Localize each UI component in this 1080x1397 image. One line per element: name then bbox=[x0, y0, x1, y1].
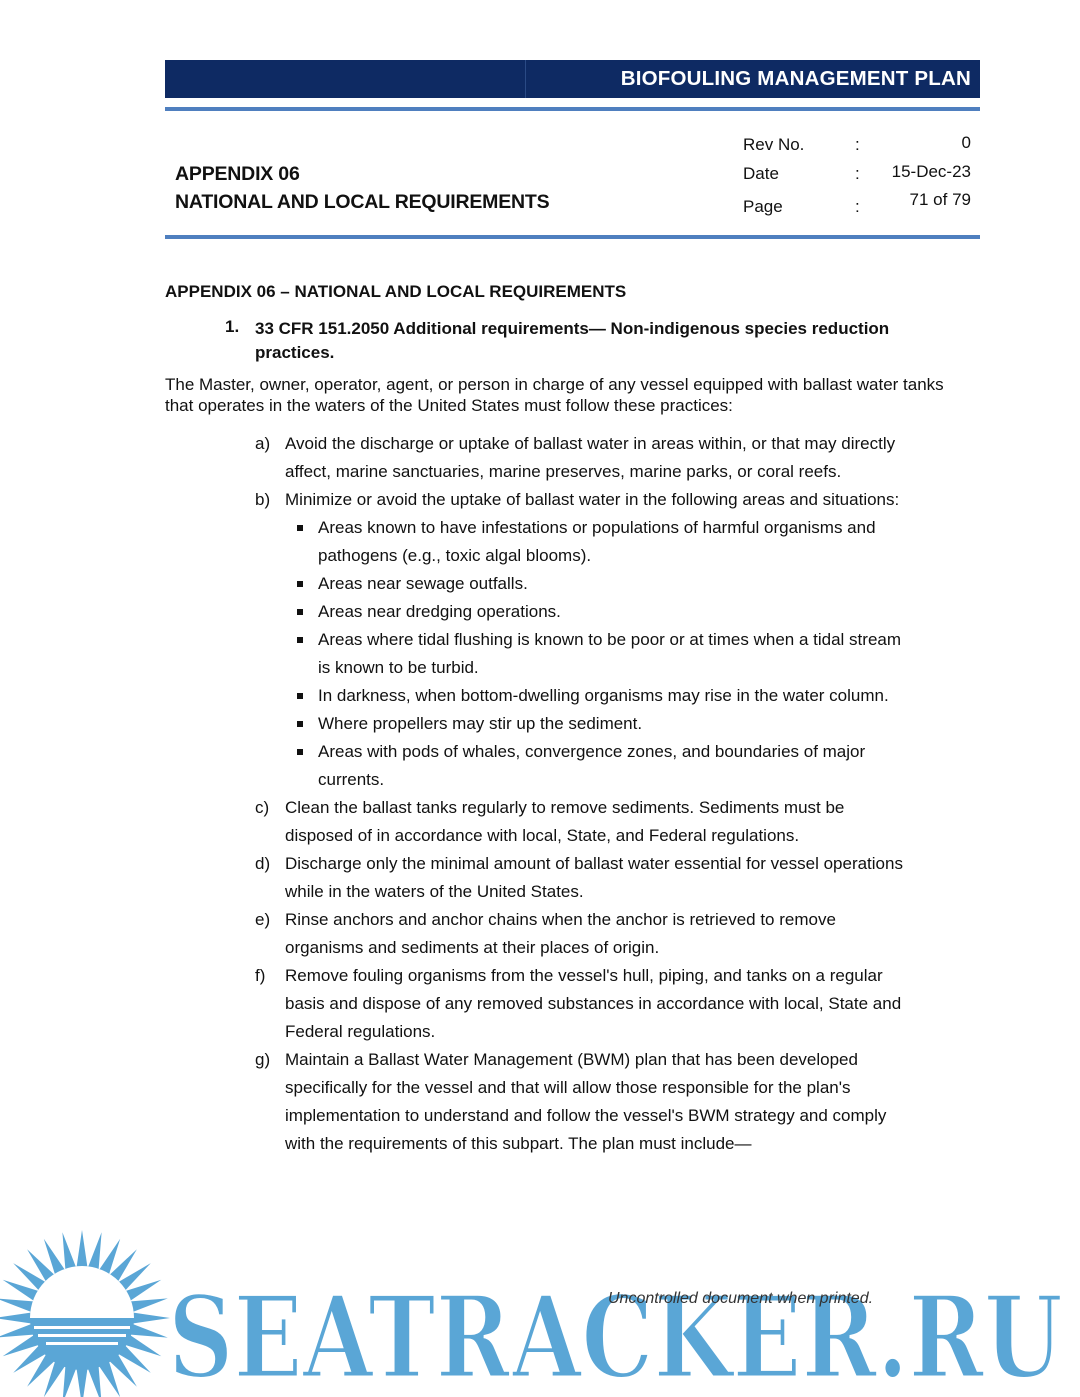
seatracker-watermark bbox=[0, 1230, 1080, 1397]
item-text: Rinse anchors and anchor chains when the anchor is retrieved to remove organisms and sediments at their places of origin. bbox=[285, 910, 836, 957]
bullet-text: Areas known to have infestations or populations of harmful organisms and pathogens (e.g., toxic algal blooms). bbox=[318, 518, 876, 565]
bullet-text: Areas with pods of whales, convergence zones, and boundaries of major currents. bbox=[318, 742, 866, 789]
bullet-square-icon bbox=[297, 581, 303, 587]
bullet-item bbox=[0, 682, 1080, 710]
bullet-text: Where propellers may stir up the sediment. bbox=[318, 714, 643, 733]
item-text: Clean the ballast tanks regularly to remove sediments. Sediments must be disposed of in accordance with local, State, and Federal regulations. bbox=[285, 798, 845, 845]
item-text: Discharge only the minimal amount of ballast water essential for vessel operations while in the waters of the United States. bbox=[285, 854, 903, 901]
item-letter: d) bbox=[255, 854, 271, 873]
header-rule-bottom bbox=[165, 235, 980, 239]
item-letter: a) bbox=[255, 434, 271, 453]
date-value: 15-Dec-23 bbox=[891, 162, 971, 181]
rev-colon: : bbox=[855, 135, 860, 154]
page-colon: : bbox=[855, 197, 860, 216]
bullet-item bbox=[0, 514, 1080, 570]
requirements-list bbox=[0, 430, 1080, 1158]
bullet-square-icon bbox=[297, 637, 303, 643]
page-label: Page bbox=[743, 197, 783, 216]
appendix-title: NATIONAL AND LOCAL REQUIREMENTS bbox=[175, 191, 550, 213]
bullet-list bbox=[0, 514, 1080, 794]
item-text: Avoid the discharge or uptake of ballast water in areas within, or that may directly affect, marine sanctuaries, marine preserves, marine parks, or coral reefs. bbox=[285, 434, 896, 481]
rev-label: Rev No. bbox=[743, 135, 805, 154]
bullet-item bbox=[0, 570, 1080, 598]
sun-logo-icon bbox=[0, 1230, 170, 1397]
bullet-square-icon bbox=[297, 525, 303, 531]
item-text: Maintain a Ballast Water Management (BWM) plan that has been developed specifically for the vessel and that will allow those responsible for the plan's implementation to understand and follow the vessel's BWM strategy and comply with the requirements of this subpart. The plan must include— bbox=[285, 1050, 887, 1153]
list-item-f bbox=[0, 962, 1080, 1046]
item-letter: g) bbox=[255, 1050, 271, 1069]
list-item-c bbox=[0, 794, 1080, 850]
date-colon: : bbox=[855, 164, 860, 183]
item-letter: c) bbox=[255, 798, 270, 817]
appendix-number: APPENDIX 06 bbox=[175, 163, 300, 185]
list-item-e bbox=[0, 906, 1080, 962]
item-letter: f) bbox=[255, 966, 266, 985]
page-value: 71 of 79 bbox=[909, 190, 971, 209]
bullet-square-icon bbox=[297, 609, 303, 615]
bullet-item bbox=[0, 738, 1080, 794]
item-text: Minimize or avoid the uptake of ballast water in the following areas and situations: bbox=[285, 490, 900, 509]
uncontrolled-note: Uncontrolled document when printed. bbox=[608, 1290, 874, 1307]
list-item-a bbox=[0, 430, 1080, 486]
bullet-square-icon bbox=[297, 693, 303, 699]
list-item-b bbox=[0, 486, 1080, 514]
header-banner bbox=[165, 60, 980, 98]
document-title: BIOFOULING MANAGEMENT PLAN bbox=[620, 67, 971, 90]
bullet-text: Areas where tidal flushing is known to be poor or at times when a tidal stream is known to be turbid. bbox=[318, 630, 902, 677]
bullet-square-icon bbox=[297, 749, 303, 755]
subsection-number: 1. bbox=[225, 317, 240, 336]
bullet-text: Areas near sewage outfalls. bbox=[318, 574, 528, 593]
rev-value: 0 bbox=[961, 133, 971, 152]
bullet-text: Areas near dredging operations. bbox=[318, 602, 561, 621]
item-letter: b) bbox=[255, 490, 271, 509]
list-item-d bbox=[0, 850, 1080, 906]
subsection-title: 33 CFR 151.2050 Additional requirements— Non-indigenous species reduction practices. bbox=[255, 319, 890, 362]
watermark-text: SEATRACKER.RU bbox=[168, 1271, 1063, 1397]
bullet-square-icon bbox=[297, 721, 303, 727]
list-item-g bbox=[0, 1046, 1080, 1158]
date-label: Date bbox=[743, 164, 779, 183]
bullet-item bbox=[0, 626, 1080, 682]
bullet-text: In darkness, when bottom-dwelling organisms may rise in the water column. bbox=[318, 686, 889, 705]
intro-paragraph: The Master, owner, operator, agent, or person in charge of any vessel equipped with ballast water tanks that operates in the waters of the United States must follow these practices: bbox=[165, 375, 944, 415]
section-heading: APPENDIX 06 – NATIONAL AND LOCAL REQUIREMENTS bbox=[165, 282, 627, 301]
header-rule-top bbox=[165, 107, 980, 111]
item-text: Remove fouling organisms from the vessel's hull, piping, and tanks on a regular basis and dispose of any removed substances in accordance with local, State and Federal regulations. bbox=[285, 966, 902, 1041]
item-letter: e) bbox=[255, 910, 271, 929]
bullet-item bbox=[0, 598, 1080, 626]
bullet-item bbox=[0, 710, 1080, 738]
banner-divider bbox=[525, 60, 526, 98]
